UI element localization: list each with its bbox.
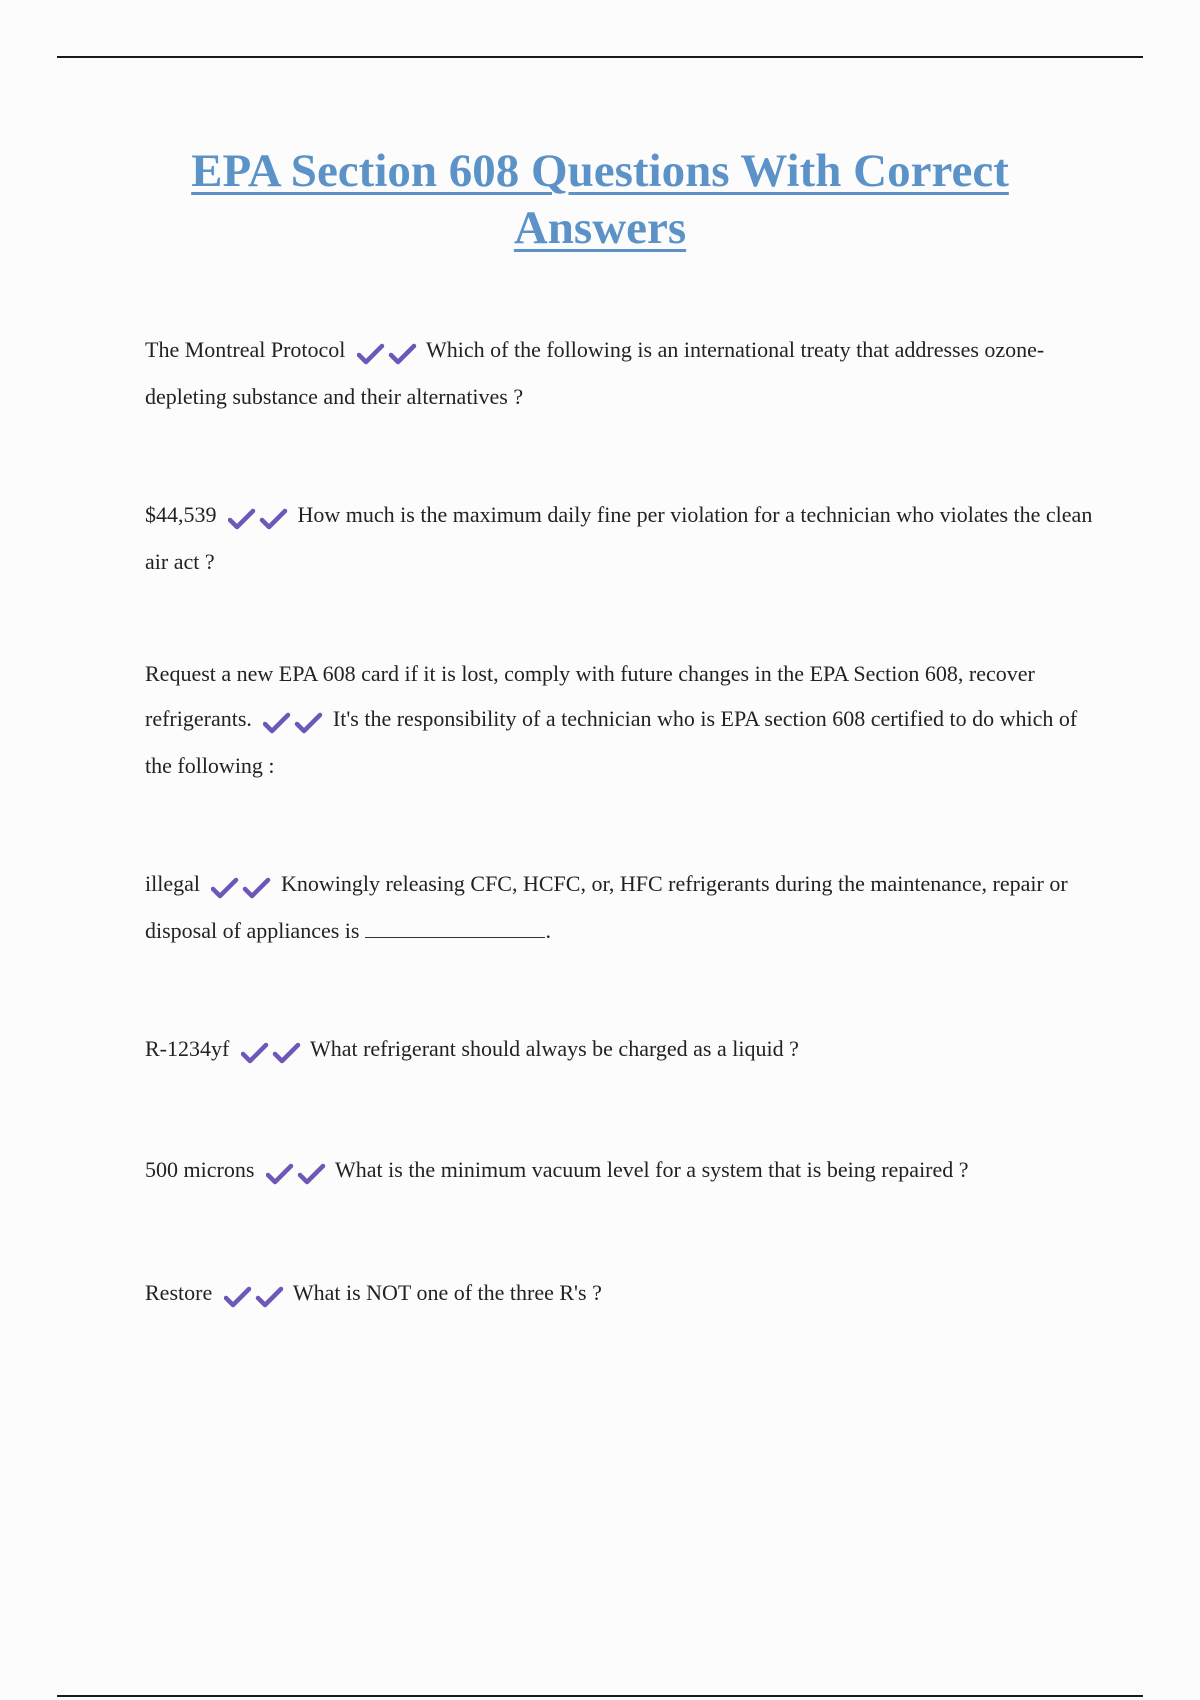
- question-text: How much is the maximum daily fine per violation for a technician who violates the clean air act ?: [145, 502, 1093, 574]
- double-check-icon: [241, 1028, 301, 1073]
- qa-item-5: [145, 1026, 1095, 1073]
- double-check-icon: [211, 863, 271, 908]
- double-check-icon: [263, 698, 323, 743]
- answer-text: The Montreal Protocol: [145, 337, 346, 362]
- question-suffix: .: [545, 918, 551, 943]
- question-text: It's the responsibility of a technician who is EPA section 608 certified to do which of the following :: [145, 706, 1078, 778]
- qa-item-6: [145, 1147, 1095, 1194]
- bottom-rule: [57, 1695, 1143, 1697]
- qa-item-1: [145, 327, 1095, 419]
- title-line-2: Answers: [513, 202, 687, 254]
- answer-text: illegal: [145, 871, 200, 896]
- qa-item-4: [145, 861, 1095, 953]
- double-check-icon: [266, 1149, 326, 1194]
- question-text: What refrigerant should always be charged as a liquid ?: [309, 1036, 799, 1061]
- double-check-icon: [228, 494, 288, 539]
- qa-item-7: [145, 1270, 1095, 1317]
- answer-text: 500 microns: [145, 1157, 255, 1182]
- question-text: What is NOT one of the three R's ?: [292, 1280, 602, 1305]
- question-text: Knowingly releasing CFC, HCFC, or, HFC refrigerants during the maintenance, repair or disposal of appliances is: [145, 871, 1068, 943]
- question-text: What is the minimum vacuum level for a system that is being repaired ?: [335, 1157, 969, 1182]
- fill-in-blank: [365, 936, 545, 938]
- answer-text: Request a new EPA 608 card if it is lost, comply with future changes in the EPA Section 608, recover refrigerants.: [145, 661, 1035, 731]
- page-title: [100, 143, 1100, 257]
- double-check-icon: [357, 329, 417, 374]
- answer-text: R-1234yf: [145, 1036, 230, 1061]
- qa-item-3: [145, 651, 1095, 788]
- answer-text: Restore: [145, 1280, 213, 1305]
- qa-item-2: [145, 492, 1095, 584]
- question-text: Which of the following is an international treaty that addresses ozone-depleting substance and their alternatives ?: [145, 337, 1045, 409]
- title-line-1: EPA Section 608 Questions With Correct: [191, 145, 1009, 197]
- top-rule: [57, 56, 1143, 58]
- double-check-icon: [224, 1272, 284, 1317]
- answer-text: $44,539: [145, 502, 217, 527]
